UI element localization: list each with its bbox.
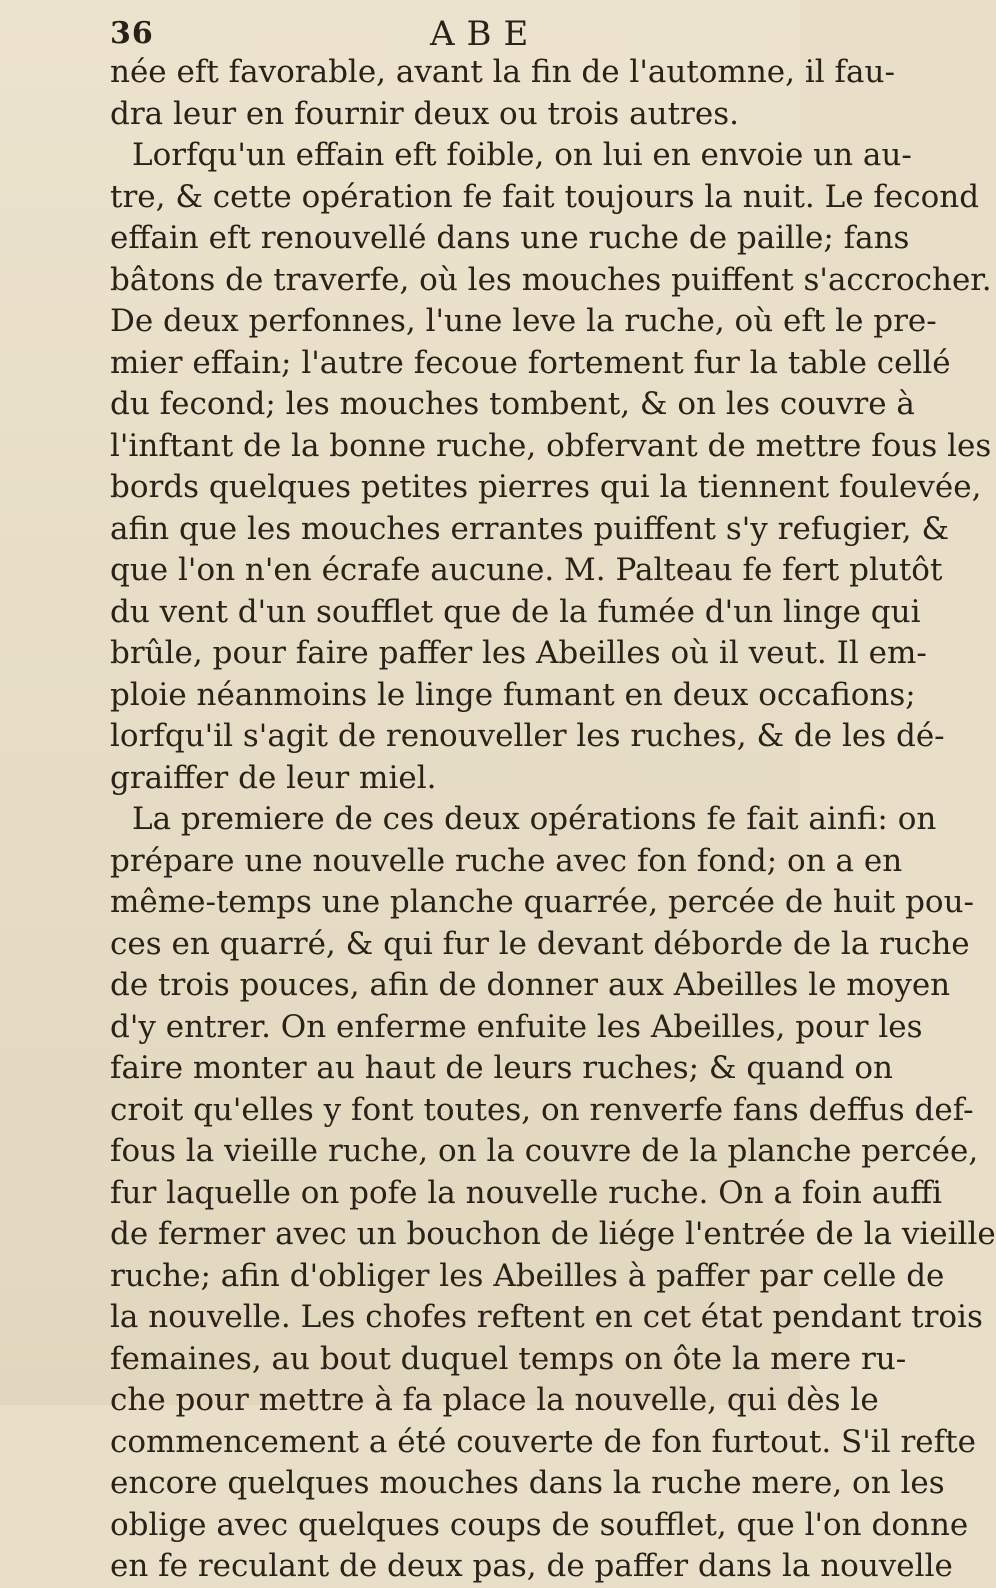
- text-line: bords quelques petites pierres qui la tiennent foulevée,: [110, 469, 982, 505]
- page-header: [100, 12, 740, 52]
- text-line: tre, & cette opération fe fait toujours la nuit. Le fecond: [110, 178, 980, 215]
- text-line: effain eft renouvellé dans une ruche de paille; fans: [110, 220, 910, 256]
- text-line: de fermer avec un bouchon de liége l'entrée de la vieille: [110, 1216, 996, 1252]
- text-line: La premiere de ces deux opérations fe fait ainfi: on: [132, 801, 937, 837]
- text-line: ruche; afin d'obliger les Abeilles à paffer par celle de: [110, 1257, 945, 1294]
- text-line: oblige avec quelques coups de soufflet, que l'on donne: [110, 1506, 969, 1543]
- page-number: 36: [110, 16, 154, 51]
- text-line: fous la vieille ruche, on la couvre de la planche percée,: [110, 1133, 979, 1169]
- text-line: que l'on n'en écrafe aucune. M. Palteau fe fert plutôt: [110, 552, 943, 588]
- running-head: ABE: [430, 14, 541, 54]
- text-line: encore quelques mouches dans la ruche mere, on les: [110, 1465, 945, 1501]
- text-line: de trois pouces, afin de donner aux Abeilles le moyen: [110, 967, 951, 1003]
- text-line: ploie néanmoins le linge fumant en deux occafions;: [110, 676, 916, 713]
- text-line: commencement a été couverte de fon furtout. S'il refte: [110, 1423, 976, 1460]
- text-line: la nouvelle. Les chofes reftent en cet état pendant trois: [110, 1299, 983, 1335]
- text-line: afin que les mouches errantes puiffent s'y refugier, &: [110, 510, 950, 547]
- text-line: d'y entrer. On enferme enfuite les Abeilles, pour les: [110, 1008, 923, 1045]
- text-line: même-temps une planche quarrée, percée de huit pou-: [110, 884, 975, 920]
- text-line: ces en quarré, & qui fur le devant déborde de la ruche: [110, 925, 970, 962]
- text-line: en fe reculant de deux pas, de paffer dans la nouvelle: [110, 1548, 953, 1584]
- text-line: brûle, pour faire paffer les Abeilles où il veut. Il em-: [110, 635, 927, 671]
- text-line: femaines, au bout duquel temps on ôte la mere ru-: [110, 1340, 907, 1377]
- text-line: fur laquelle on pofe la nouvelle ruche. On a foin auffi: [110, 1174, 943, 1211]
- text-line: croit qu'elles y font toutes, on renverfe fans deffus def-: [110, 1091, 974, 1128]
- body-text: [110, 52, 996, 1588]
- text-line: née eft favorable, avant la fin de l'automne, il fau-: [110, 54, 895, 90]
- text-line: Lorfqu'un effain eft foible, on lui en envoie un au-: [132, 137, 912, 173]
- text-line: mier effain; l'autre fecoue fortement fur la table cellé: [110, 344, 951, 381]
- text-line: faire monter au haut de leurs ruches; & quand on: [110, 1050, 893, 1086]
- text-line: lorfqu'il s'agit de renouveller les ruches, & de les dé-: [110, 718, 945, 754]
- text-line: bâtons de traverfe, où les mouches puiffent s'accrocher.: [110, 261, 992, 298]
- text-line: che pour mettre à fa place la nouvelle, qui dès le: [110, 1382, 879, 1418]
- text-line: du fecond; les mouches tombent, & on les couvre à: [110, 386, 915, 422]
- text-line: du vent d'un soufflet que de la fumée d'un linge qui: [110, 593, 921, 630]
- text-line: l'inftant de la bonne ruche, obfervant de mettre fous les: [110, 427, 992, 464]
- text-line: De deux perfonnes, l'une leve la ruche, où eft le pre-: [110, 303, 937, 339]
- text-line: graiffer de leur miel.: [110, 759, 437, 796]
- text-line: prépare une nouvelle ruche avec fon fond; on a en: [110, 842, 903, 879]
- text-line: dra leur en fournir deux ou trois autres.: [110, 95, 739, 132]
